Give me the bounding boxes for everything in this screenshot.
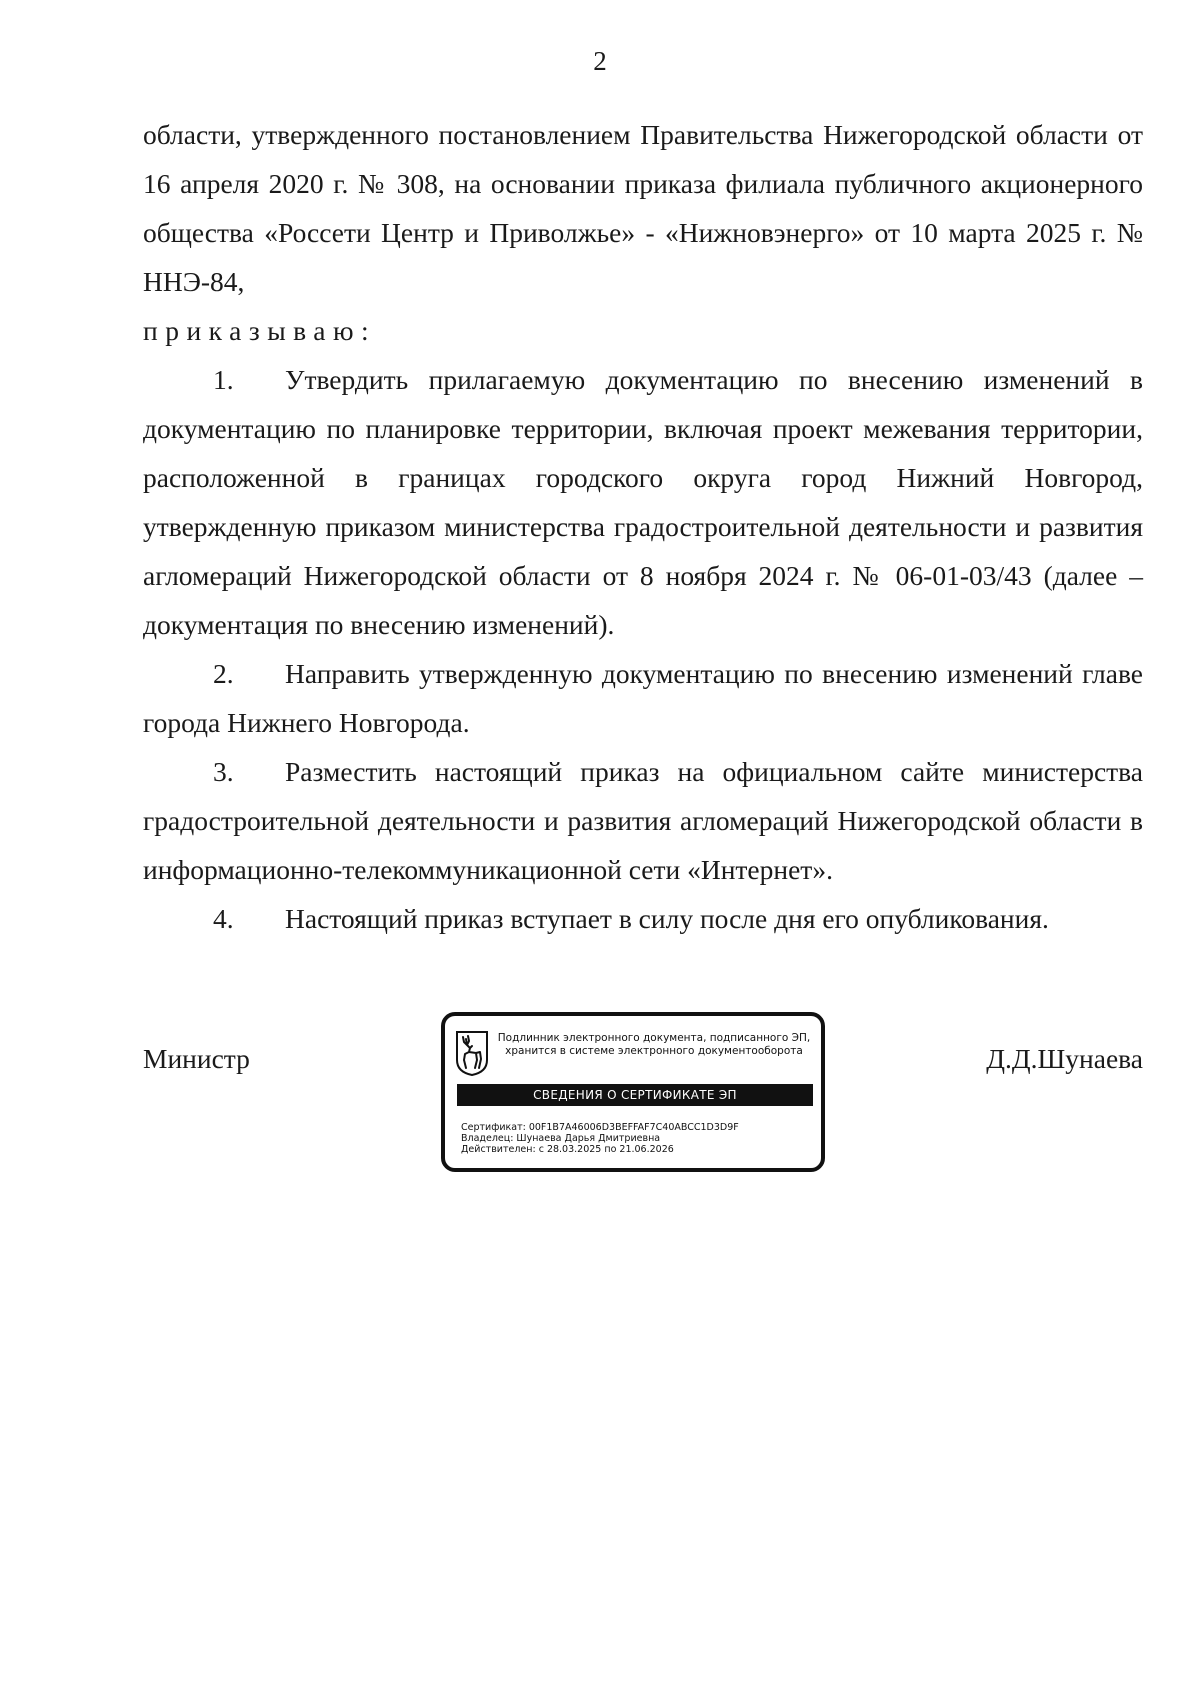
- item-number: 2.: [213, 658, 234, 689]
- item-number: 1.: [213, 364, 234, 395]
- coat-of-arms-icon: [455, 1030, 489, 1076]
- signature-position: Министр: [143, 1043, 250, 1074]
- stamp-header-line: хранится в системе электронного документооборота: [505, 1045, 803, 1057]
- page-number: 2: [593, 46, 607, 76]
- list-item: [143, 747, 1143, 894]
- item-number: 3.: [213, 756, 234, 787]
- stamp-header-line: Подлинник электронного документа, подписанного ЭП,: [497, 1032, 811, 1044]
- item-text: Разместить настоящий приказ на официальном сайте министерства градостроительной деятельности и развития агломераций Нижегородской области в информационно-телекоммуникационной сети «Интернет».: [143, 756, 1143, 885]
- item-number: 4.: [213, 903, 234, 934]
- document-body: [143, 110, 1143, 943]
- stamp-details: [461, 1122, 811, 1155]
- list-item: [143, 355, 1143, 649]
- e-signature-stamp: [441, 1012, 825, 1172]
- order-word: приказываю:: [143, 315, 377, 346]
- list-item: [143, 894, 1143, 943]
- certificate-number: Сертификат: 00F1B7A46006D3BEFFAF7C40ABCC1D3D9F: [461, 1122, 739, 1133]
- certificate-validity: Действителен: с 28.03.2025 по 21.06.2026: [461, 1144, 674, 1155]
- stamp-header: [495, 1032, 813, 1058]
- item-text: Утвердить прилагаемую документацию по внесению изменений в документацию по планировке территории, включая проект межевания территории, расположенной в границах городского округа город Нижний Новгород, утвержденную приказом министерства градостроительной деятельности и развития агломераций Нижегородской области от 8 ноября 2024 г. № 06-01-03/43 (далее – документация по внесению изменений).: [143, 364, 1143, 640]
- signature-name: Д.Д.Шунаева: [986, 1043, 1143, 1074]
- list-item: [143, 649, 1143, 747]
- certificate-owner: Владелец: Шунаева Дарья Дмитриевна: [461, 1133, 661, 1144]
- stamp-title-bar: СВЕДЕНИЯ О СЕРТИФИКАТЕ ЭП: [457, 1084, 813, 1106]
- intro-paragraph: области, утвержденного постановлением Правительства Нижегородской области от 16 апреля 2020 г. № 308, на основании приказа филиала публичного акционерного общества «Россети Центр и Приволжье» - «Нижновэнерго» от 10 марта 2025 г. № ННЭ-84,: [143, 119, 1143, 297]
- item-text: Направить утвержденную документацию по внесению изменений главе города Нижнего Новгорода.: [143, 658, 1143, 738]
- item-text: Настоящий приказ вступает в силу после дня его опубликования.: [285, 903, 1049, 934]
